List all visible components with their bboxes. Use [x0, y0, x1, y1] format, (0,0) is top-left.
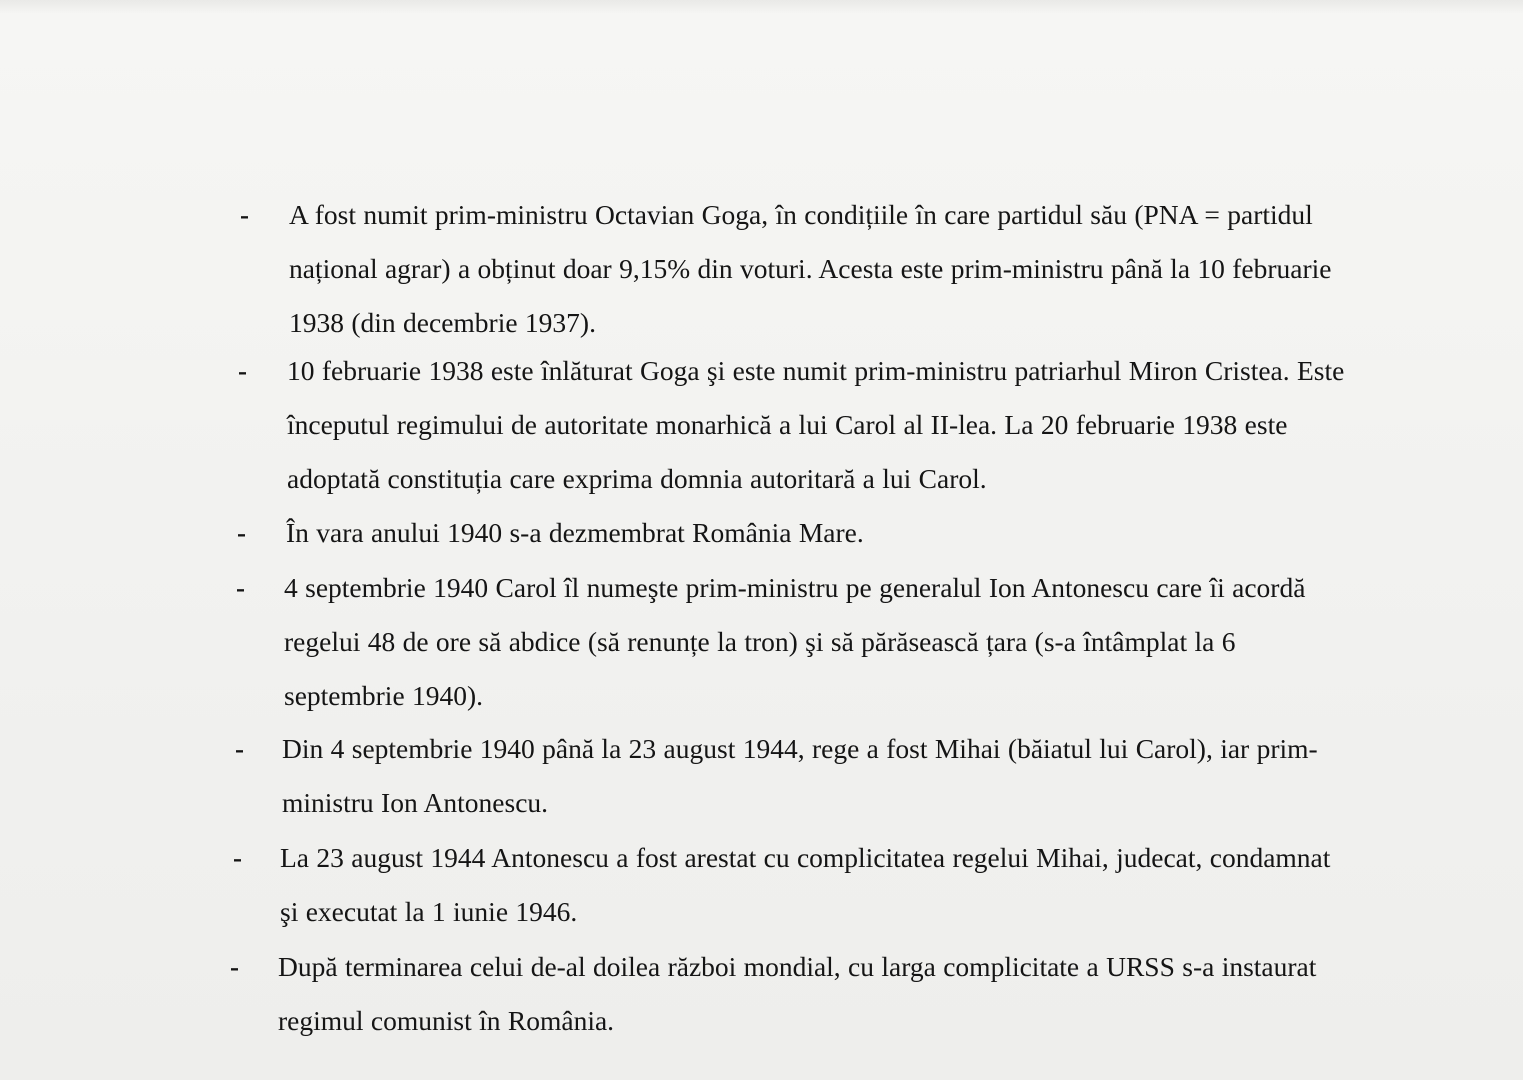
bullet-dash: - [237, 518, 246, 548]
list-item-text: 10 februarie 1938 este înlăturat Goga şi este numit prim-ministru patriarhul Miron Cristea. Este începutul regimului de autoritate monarhică a lui Carol al II-lea. La 20 februarie 1938 este adoptată constituția care exprima domnia autoritară a lui Carol. [287, 355, 1345, 494]
list-item-text: Din 4 septembrie 1940 până la 23 august 1944, rege a fost Mihai (băiatul lui Carol), iar prim-ministru Ion Antonescu. [282, 733, 1318, 818]
list-item-text: A fost numit prim-ministru Octavian Goga, în condițiile în care partidul său (PNA = partidul național agrar) a obținut doar 9,15% din voturi. Acesta este prim-ministru până la 10 februarie 1938 (din decembrie 1937). [289, 199, 1332, 338]
bullet-dash: - [230, 952, 239, 982]
list-item-text: 4 septembrie 1940 Carol îl numeşte prim-ministru pe generalul Ion Antonescu care îi acordă regelui 48 de ore să abdice (să renunțe la tron) şi să părăsească țara (s-a întâmplat la 6 septembrie 1940). [284, 572, 1306, 711]
bullet-dash: - [235, 734, 244, 764]
list-item-text: La 23 august 1944 Antonescu a fost arestat cu complicitatea regelui Mihai, judecat, condamnat şi executat la 1 iunie 1946. [280, 842, 1331, 927]
bullet-dash: - [233, 843, 242, 873]
list-item-text: După terminarea celui de-al doilea război mondial, cu larga complicitate a URSS s-a instaurat regimul comunist în România. [278, 951, 1317, 1036]
bullet-dash: - [240, 200, 249, 230]
bullet-dash: - [238, 356, 247, 386]
bullet-dash: - [236, 573, 245, 603]
list-item-text: În vara anului 1940 s-a dezmembrat România Mare. [286, 517, 864, 548]
